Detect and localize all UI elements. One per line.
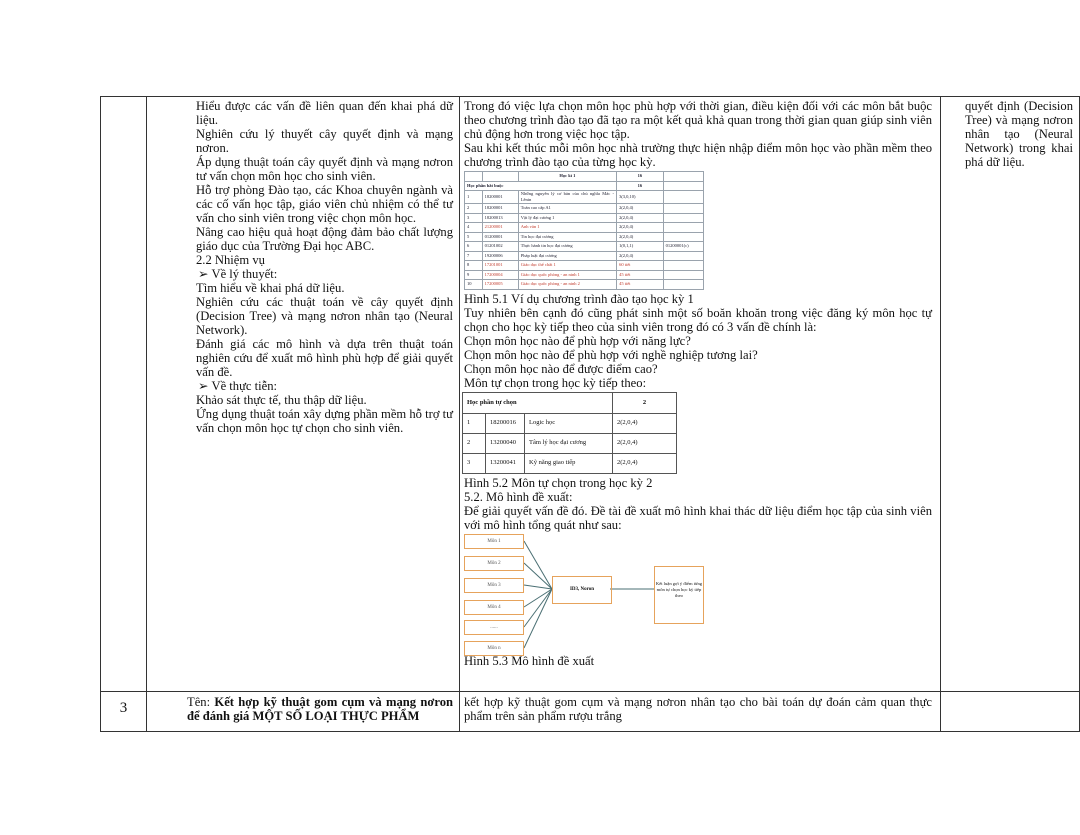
row-number-cell (101, 97, 147, 692)
table-row: Học phần bắt buộc 16 (465, 181, 704, 191)
task-line: Nghiên cứu các thuật toán về cây quyết định (Decision Tree) và mạng nơron nhân tạo (Neural Network). (196, 295, 453, 337)
objective-line: Nghiên cứu lý thuyết cây quyết định và mạng nơron. (196, 127, 453, 155)
diagram-output-box: Kết luận gợi ý điểm từng môn tự chọn học kỳ tiếp theo (654, 566, 704, 624)
topic-desc-cell (460, 691, 941, 731)
topic-table (100, 96, 1080, 732)
task-line: Ứng dụng thuật toán xây dựng phần mềm hỗ trợ tư vấn chọn môn học tự chọn cho sinh viên. (196, 407, 453, 435)
bullet-theory: ➢ Về lý thuyết: (198, 267, 278, 281)
figure-caption: Hình 5.1 Ví dụ chương trình đào tạo học kỳ 1 (464, 291, 694, 306)
topic-name-cell (147, 691, 460, 731)
task-line: Khảo sát thực tế, thu thập dữ liệu. (196, 393, 367, 407)
objective-line: Hiểu được các vấn đề liên quan đến khai phá dữ liệu. (196, 99, 453, 127)
paragraph: Sau khi kết thúc mỗi môn học nhà trường thực hiện nhập điểm môn học vào phần mềm theo chương trình đào tạo của từng học kỳ. (464, 141, 932, 169)
task-line: Đánh giá các mô hình và dựa trên thuật toán nghiên cứu để xuất mô hình phù hợp để giải quyết vấn đề. (196, 337, 453, 379)
table-row: 4 21200001 Anh văn 1 2(2,0,4) (465, 223, 704, 233)
topic-description: kết hợp kỹ thuật gom cụm và mạng nơron nhân tạo cho bài toán dự đoán cảm quan thực phẩm trên sản phẩm rượu trắng (464, 694, 932, 723)
elective-table (462, 392, 677, 474)
question-line: Chọn môn học nào để phù hợp với năng lực? (464, 333, 691, 348)
diagram-input: ...... (464, 620, 524, 635)
table-row: 1 18200016 Logic học 2(2,0,4) (463, 413, 677, 433)
diagram-input: Môn n (464, 641, 524, 656)
table-row: 9 17200004 Giáo dục quốc phòng - an ninh 1 45 tiết (465, 270, 704, 280)
table-row: Học kì 1 16 (465, 172, 704, 182)
table-row: 3 18200013 Vật lý đại cương 1 2(2,0,4) (465, 213, 704, 223)
table-row: 10 17200005 Giáo dục quốc phòng - an ninh 2 45 tiết (465, 280, 704, 290)
objective-line: Nâng cao hiệu quả hoạt động đảm bảo chất lượng giáo dục của Trường Đại học ABC. (196, 225, 453, 253)
figure-caption: Hình 5.3 Mô hình đề xuất (464, 653, 595, 668)
paragraph: Môn tự chọn trong học kỳ tiếp theo: (464, 375, 647, 390)
figure-caption: Hình 5.2 Môn tự chọn trong học kỳ 2 (464, 475, 653, 490)
table-row: 2 13200040 Tâm lý học đại cương 2(2,0,4) (463, 433, 677, 453)
content-cell (460, 97, 941, 692)
table-row-2 (101, 97, 1080, 692)
section-heading: 2.2 Nhiệm vụ (196, 253, 265, 267)
objective-line: Hỗ trợ phòng Đào tạo, các Khoa chuyên ngành và các cố vấn học tập, giáo viên chủ nhiệm có thể tư vấn cho sinh viên trong việc chọn môn học. (196, 183, 453, 225)
table-row: 2 18200001 Toán cao cấp A1 2(2,0,4) (465, 204, 704, 214)
topic-name-label: Tên: (187, 694, 215, 709)
diagram-input: Môn 2 (464, 556, 524, 571)
figure-5-2 (464, 392, 932, 474)
table-row: 7 19200006 Pháp luật đại cương 2(2,0,4) (465, 251, 704, 261)
paragraph: Trong đó việc lựa chọn môn học phù hợp với thời gian, điều kiện đối với các môn bắt buộc theo chương trình đào tạo đã tạo ra một kết quả khả quan trong thời gian quan giúp sinh viên chủ động hơn trong việc học tập. (464, 99, 932, 141)
result-cell (941, 97, 1080, 692)
question-line: Chọn môn học nào để phù hợp với nghề nghiệp tương lai? (464, 347, 758, 362)
diagram-input: Môn 3 (464, 578, 524, 593)
figure-5-3-diagram (464, 534, 714, 654)
paragraph: Tuy nhiên bên cạnh đó cũng phát sinh một số boăn khoăn trong việc đăng ký môn học tự chọn cho học kỳ tiếp theo của sinh viên trong đó có 3 vấn đề chính là: (464, 305, 932, 334)
table-row: 3 13200041 Kỹ năng giao tiếp 2(2,0,4) (463, 453, 677, 473)
result-text: quyết định (Decision Tree) và mạng nơron nhân tạo (Neural Network) trong khai phá dữ liệu. (965, 99, 1073, 169)
curriculum-table (464, 171, 704, 290)
section-heading: 5.2. Mô hình đề xuất: (464, 489, 573, 504)
figure-5-1 (464, 171, 932, 290)
task-line: Tìm hiểu về khai phá dữ liệu. (196, 281, 345, 295)
topic-name: Kết hợp kỹ thuật gom cụm và mạng nơron để đánh giá MỘT SỐ LOẠI THỰC PHẨM (187, 694, 454, 723)
table-row: 8 17201001 Giáo dục thể chất 1 60 tiết (465, 261, 704, 271)
question-line: Chọn môn học nào để được điểm cao? (464, 361, 658, 376)
bullet-practice: ➢ Về thực tiễn: (198, 379, 278, 393)
paragraph: Để giải quyết vấn đề đó. Đề tài đề xuất mô hình khai thác dữ liệu điểm học tập của sinh viên với mô hình tổng quát như sau: (464, 503, 932, 532)
table-row: Học phần tự chọn 2 (463, 392, 677, 413)
table-row: 6 01201002 Thực hành tin học đại cương 1(0,1,1) 01200001(c) (465, 242, 704, 252)
diagram-model-box: ID3, Noron (552, 576, 612, 604)
objectives-cell (147, 97, 460, 692)
row-number-cell (101, 691, 147, 731)
diagram-input: Môn 1 (464, 534, 524, 549)
table-row: 1 18200001 Những nguyên lý cơ bản của chủ nghĩa Mác - Lênin 3(3,0,10) (465, 191, 704, 204)
table-row: 5 01200001 Tin học đại cương 2(2,0,4) (465, 232, 704, 242)
table-row-3 (101, 691, 1080, 731)
objective-line: Áp dụng thuật toán cây quyết định và mạng nơron tư vấn chọn môn học cho sinh viên. (196, 155, 453, 183)
diagram-input: Môn 4 (464, 600, 524, 615)
row-number: 3 (119, 699, 128, 716)
empty-cell (941, 691, 1080, 731)
